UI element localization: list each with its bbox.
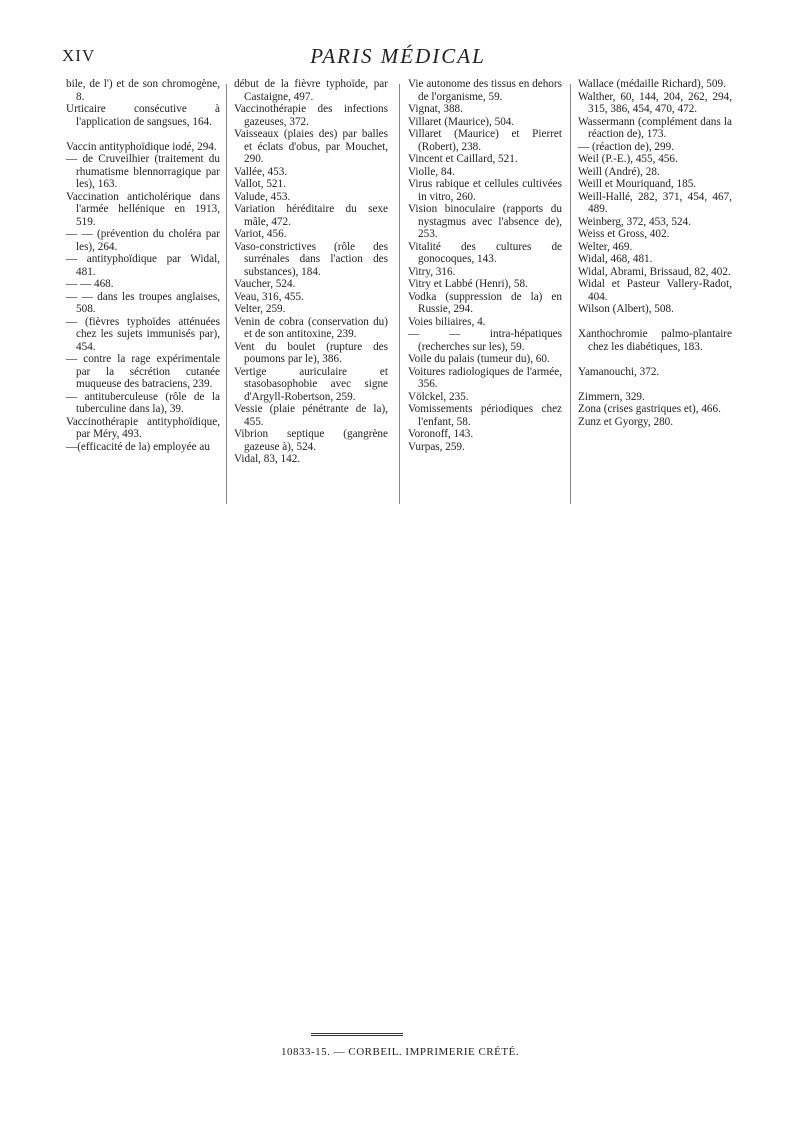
index-entry: Widal, Abrami, Brissaud, 82, 402. bbox=[578, 265, 731, 278]
index-entry: Violle, 84. bbox=[408, 165, 455, 178]
index-entry: Vaucher, 524. bbox=[234, 278, 296, 290]
index-entry: Urticaire consécutive à l'application de sangsues, 164. bbox=[66, 103, 220, 128]
index-entry: Weil (P.-E.), 455, 456. bbox=[578, 153, 678, 165]
index-entry: Zunz et Gyorgy, 280. bbox=[578, 415, 674, 428]
index-entry: bile, de l') et de son chromogène, 8. bbox=[66, 78, 220, 103]
index-entry: Variation héréditaire du sexe mâle, 472. bbox=[234, 203, 388, 228]
index-entry: Vaccinothérapie des infections gazeuses, 372. bbox=[234, 103, 388, 128]
index-entry: — antituberculeuse (rôle de la tuberculine dans la), 39. bbox=[66, 390, 220, 415]
index-entry: Vincent et Caillard, 521. bbox=[408, 153, 518, 165]
index-entry: Vaccination anticholérique dans l'armée hellénique en 1913, 519. bbox=[66, 190, 220, 228]
index-entry: Vaisseaux (plaies des) par balles et éclats d'obus, par Mouchet, 290. bbox=[234, 128, 388, 165]
index-entry: Villaret (Maurice), 504. bbox=[408, 115, 515, 128]
page-number: XIV bbox=[62, 46, 96, 65]
index-entry: Wallace (médaille Richard), 509. bbox=[578, 78, 726, 90]
index-entry: — (réaction de), 299. bbox=[578, 140, 674, 153]
index-entry: — antityphoïdique par Widal, 481. bbox=[66, 253, 220, 278]
index-entry: — — intra-hépatiques (recherches sur les), 59. bbox=[408, 328, 562, 353]
footer-rule bbox=[311, 1033, 403, 1034]
index-entry: Valude, 453. bbox=[234, 190, 291, 203]
index-entry: Vent du boulet (rupture des poumons par le), 386. bbox=[234, 340, 388, 365]
index-entry: Weinberg, 372, 453, 524. bbox=[578, 215, 691, 228]
index-entry: Yamanouchi, 372. bbox=[578, 365, 660, 378]
index-entry: Vurpas, 259. bbox=[408, 440, 465, 453]
index-entry: Weill-Hallé, 282, 371, 454, 467, 489. bbox=[578, 190, 732, 215]
footer-rule bbox=[311, 1035, 403, 1036]
index-entry: Vessie (plaie pénétrante de la), 455. bbox=[234, 403, 388, 428]
index-entry: Voile du palais (tumeur du), 60. bbox=[408, 353, 550, 365]
index-entry: Vitalité des cultures de gonocoques, 143. bbox=[408, 240, 562, 265]
index-entry: Welter, 469. bbox=[578, 240, 633, 253]
index-entry: Vignat, 388. bbox=[408, 103, 463, 115]
index-entry: Vaccinothérapie antityphoïdique, par Méry, 493. bbox=[66, 415, 220, 440]
index-entry: Vie autonome des tissus en dehors de l'organisme, 59. bbox=[408, 78, 562, 103]
index-entry: Veau, 316, 455. bbox=[234, 290, 304, 303]
index-entry: Weill (André), 28. bbox=[578, 165, 660, 178]
printer-imprint: 10833-15. — CORBEIL. IMPRIMERIE CRÉTÉ. bbox=[280, 1046, 520, 1058]
index-entry: Xanthochromie palmo-plantaire chez les diabétiques, 183. bbox=[578, 328, 732, 353]
index-entry: Vodka (suppression de la) en Russie, 294. bbox=[408, 290, 562, 315]
index-entry: — de Cruveilhier (traitement du rhumatisme blennorragique par les), 163. bbox=[66, 153, 220, 190]
index-entry: Vidal, 83, 142. bbox=[234, 453, 301, 465]
index-entry: —(efficacité de la) employée au bbox=[66, 440, 210, 453]
index-entry: Walther, 60, 144, 204, 262, 294, 315, 386, 454, 470, 472. bbox=[578, 90, 732, 115]
index-entry: Wassermann (complément dans la réaction de), 173. bbox=[578, 115, 732, 140]
index-column-2 bbox=[234, 78, 388, 466]
column-divider bbox=[226, 84, 227, 504]
page-header bbox=[62, 44, 734, 72]
index-entry: — — (prévention du choléra par les), 264. bbox=[66, 228, 220, 253]
index-column-1 bbox=[66, 78, 220, 453]
index-entry: Widal, 468, 481. bbox=[578, 253, 653, 265]
index-entry: Velter, 259. bbox=[234, 303, 286, 315]
index-entry: Zimmern, 329. bbox=[578, 390, 645, 403]
column-divider bbox=[399, 84, 400, 504]
index-column-3 bbox=[408, 78, 562, 453]
index-entry: — contre la rage expérimentale par la sécrétion cutanée muqueuse des batraciens, 239. bbox=[66, 353, 220, 390]
index-entry: Völckel, 235. bbox=[408, 390, 469, 403]
index-entry: Vertige auriculaire et stasobasophobie avec signe d'Argyll-Robertson, 259. bbox=[234, 365, 388, 403]
index-columns bbox=[66, 78, 738, 518]
index-entry: début de la fièvre typhoïde, par Castaigne, 497. bbox=[234, 78, 388, 103]
index-entry: Voies biliaires, 4. bbox=[408, 315, 486, 328]
index-entry: Venin de cobra (conservation du) et de son antitoxine, 239. bbox=[234, 315, 388, 340]
index-entry: Zona (crises gastriques et), 466. bbox=[578, 403, 721, 415]
index-entry: Vision binoculaire (rapports du nystagmus avec l'absence de), 253. bbox=[408, 203, 562, 240]
index-entry: Variot, 456. bbox=[234, 228, 287, 240]
column-divider bbox=[570, 84, 571, 504]
index-entry: — — dans les troupes anglaises, 508. bbox=[66, 290, 220, 315]
index-entry: Vitry et Labbé (Henri), 58. bbox=[408, 278, 528, 290]
index-entry: Vallot, 521. bbox=[234, 178, 286, 190]
index-column-4 bbox=[578, 78, 732, 428]
index-entry: Weiss et Gross, 402. bbox=[578, 228, 670, 240]
index-entry: Widal et Pasteur Vallery-Radot, 404. bbox=[578, 278, 732, 303]
index-entry: Vitry, 316. bbox=[408, 265, 456, 278]
index-entry: Virus rabique et cellules cultivées in vitro, 260. bbox=[408, 178, 562, 203]
index-entry: Vallée, 453. bbox=[234, 165, 288, 178]
index-entry: Vaccin antityphoïdique iodé, 294. bbox=[66, 140, 217, 153]
index-entry: — (fièvres typhoïdes atténuées chez les sujets immunisés par), 454. bbox=[66, 315, 220, 353]
index-entry: Vibrion septique (gangrène gazeuse à), 524. bbox=[234, 428, 388, 453]
index-entry: Voronoff, 143. bbox=[408, 428, 474, 440]
index-entry: Voitures radiologiques de l'armée, 356. bbox=[408, 365, 562, 390]
index-entry: Villaret (Maurice) et Pierret (Robert), 238. bbox=[408, 128, 562, 153]
index-entry: Weill et Mouriquand, 185. bbox=[578, 178, 697, 190]
index-entry: — — 468. bbox=[66, 278, 114, 290]
journal-title: PARIS MÉDICAL bbox=[310, 44, 486, 68]
index-entry: Vaso-constrictives (rôle des surrénales dans l'action des substances), 184. bbox=[234, 240, 388, 278]
index-entry: Wilson (Albert), 508. bbox=[578, 303, 674, 315]
index-entry: Vomissements périodiques chez l'enfant, 58. bbox=[408, 403, 562, 428]
